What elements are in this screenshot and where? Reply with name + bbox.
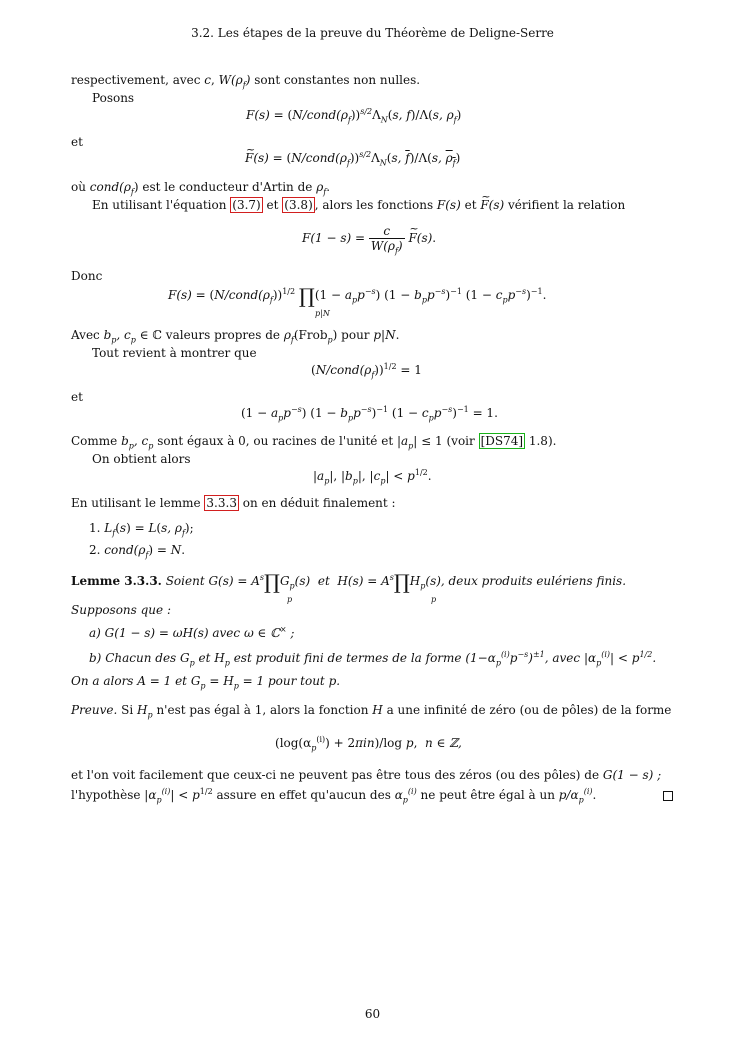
equation-functional: F(1 − s) = $\frac{c}{W(\rho_f)}$ ~ F(s).	[302, 223, 436, 253]
text-line: l'hypothèse $|\alpha_p^{(i)}| < p^{1/2}$ assure en effet qu'aucun des $\alpha_p^{(i)}$ ne peut être égal à un $p/\alpha_p^{(i)}$.	[71, 787, 597, 805]
page-number: 60	[364, 1007, 381, 1021]
equation-euler-factor: $(1 - a_pp^{-s})$ $(1 - b_pp^{-s})^{-1}$ $(1 - c_pp^{-s})^{-1} = 1$.	[241, 405, 498, 423]
fraction: $\frac{c}{W(\rho_f)}$	[370, 223, 403, 255]
list-item: 1. $L_f(s) = L(s$, $\rho_f$);	[89, 521, 194, 538]
equation-product: $F(s) = (N/cond(\rho_f))^{1/2}$ ∏(1 − $a_pp^{-s}$) $(1 - b_pp^{-s})^{-1}$ $(1 - c_pp^{-s})^{-1}$.	[168, 284, 547, 308]
running-header: 3.2. Les étapes de la preuve du Théorème de Deligne-Serre	[191, 26, 554, 40]
list-item: 2. $cond(\rho_f) = N$.	[89, 543, 186, 560]
hypothesis-a: a) G(1 − s) = ωH(s) avec ω ∈ ℂ× ;	[89, 625, 295, 640]
ref-link-lemme-3-3-3[interactable]: 3.3.3	[206, 496, 237, 510]
math-W: $W(\rho_f)$	[218, 73, 251, 90]
text-line: Donc	[71, 269, 103, 283]
proof-line: Preuve. Si $H_p$ n'est pas égal à 1, alors la fonction H a une infinité de zéro (ou de pôles) de la forme	[71, 703, 672, 720]
product-index: p	[287, 595, 293, 604]
hypothesis-b: b) Chacun des $G_p$ et $H_p$ est produit fini de termes de la forme $(1-\alpha_p^{(i)}p^{-s})^{\pm 1}$, avec $|\alpha_p^{(i)}| < p^{1/2}$.	[89, 650, 657, 668]
product-index: p|N	[315, 309, 330, 318]
product-index: p	[431, 595, 437, 604]
text-line: Comme $b_p$, $c_p$ sont égaux à 0, ou racines de l'unité et $|a_p| \le 1$ (voir [DS74] 1.8).	[71, 434, 557, 451]
text-line: Tout revient à montrer que	[92, 346, 257, 360]
equation-bound: $|a_p|$, $|b_p|$, $|c_p| < p^{1/2}$.	[313, 468, 432, 486]
text-line: respectivement, avec c, $W(\rho_f)$ sont constantes non nulles.	[71, 73, 421, 90]
equation-F: $F(s) = (N/cond(\rho_f))^{s/2}\Lambda_N(s$, f)/Λ(s, $\rho_f$)	[246, 107, 462, 125]
lemma-title: Lemme 3.3.3.	[71, 574, 162, 588]
text-line: Posons	[92, 91, 135, 105]
equation-zeros: $(\log(\alpha_p^{(i)}) + 2\pi in)/\log$ p, n ∈ ℤ,	[275, 735, 462, 753]
citation-link-ds74[interactable]: [DS74]	[480, 434, 524, 448]
math-c: c	[204, 73, 212, 87]
text-line: et l'on voit facilement que ceux-ci ne peuvent pas être tous des zéros (ou des pôles) de G(1 − s) ;	[71, 768, 662, 782]
text: sont constantes non nulles.	[250, 73, 421, 87]
text-line: On obtient alors	[92, 452, 191, 466]
lemma-statement: Lemme 3.3.3. Soient $G(s) = A^s\prod G_p(s)$ et $H(s) = A^s\prod H_p(s)$, deux produits eulériens finis.	[71, 570, 627, 594]
text-line: En utilisant le lemme 3.3.3 on en déduit finalement :	[71, 496, 396, 510]
text-line: On a alors A = 1 et $G_p = H_p = 1$ pour tout p.	[71, 674, 341, 691]
ref-link-3-7[interactable]: (3.7)	[232, 198, 261, 212]
equation-cond: $(N/cond(\rho_f))^{1/2} = 1$	[311, 362, 422, 380]
text-line: Supposons que :	[71, 603, 171, 617]
text-line: En utilisant l'équation (3.7) et (3.8) , alors les fonctions F(s) et ~ F(s) vérifient la relation	[92, 198, 625, 213]
ref-link-3-8[interactable]: (3.8)	[284, 198, 313, 212]
text: respectivement, avec	[71, 73, 205, 87]
text-line: et	[71, 390, 83, 404]
text-line: et	[71, 135, 83, 149]
text-line: Avec $b_p$, $c_p$ ∈ ℂ valeurs propres de $\rho_f(Frob_p)$ pour p|N.	[71, 328, 400, 345]
qed-square-icon	[663, 791, 673, 801]
equation-F-tilde: ~ $F(s) = (N/cond(\rho_f))^{s/2}\Lambda_N(s$, $\overline{f})/\Lambda(s$, $\rho_f$)	[245, 151, 460, 166]
text-line: où $cond(\rho_f)$ est le conducteur d'Artin de $\rho_f$.	[71, 180, 331, 197]
